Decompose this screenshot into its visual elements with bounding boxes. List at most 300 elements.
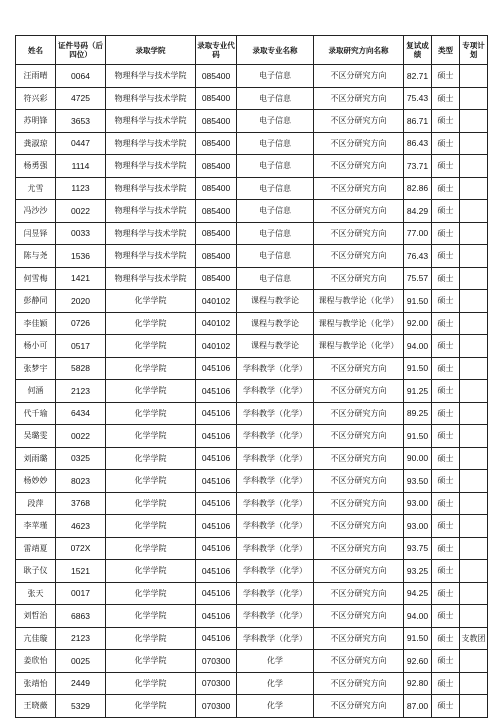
- name-cell: 龚淑琼: [16, 132, 56, 155]
- major-name-cell: 学科教学（化学）: [237, 447, 314, 470]
- score-cell: 94.00: [404, 335, 432, 358]
- type-cell: 硕士: [432, 627, 460, 650]
- id-cell: 8023: [56, 470, 106, 493]
- score-cell: 87.00: [404, 695, 432, 718]
- type-cell: 硕士: [432, 177, 460, 200]
- major-name-cell: 电子信息: [237, 267, 314, 290]
- name-cell: 杨小可: [16, 335, 56, 358]
- score-cell: 91.25: [404, 380, 432, 403]
- major-code-cell: 045106: [196, 627, 237, 650]
- major-name-cell: 学科教学（化学）: [237, 515, 314, 538]
- college-cell: 物理科学与技术学院: [106, 155, 196, 178]
- name-cell: 吴璐雯: [16, 425, 56, 448]
- table-row: [16, 290, 488, 313]
- major-name-cell: 学科教学（化学）: [237, 605, 314, 628]
- name-cell: 段萍: [16, 492, 56, 515]
- id-cell: 0064: [56, 65, 106, 88]
- id-cell: 0017: [56, 582, 106, 605]
- college-cell: 物理科学与技术学院: [106, 65, 196, 88]
- table-row: [16, 155, 488, 178]
- id-cell: 1521: [56, 560, 106, 583]
- direction-cell: 不区分研究方向: [314, 627, 404, 650]
- score-cell: 92.00: [404, 312, 432, 335]
- college-cell: 物理科学与技术学院: [106, 267, 196, 290]
- major-name-cell: 学科教学（化学）: [237, 582, 314, 605]
- major-code-cell: 045106: [196, 380, 237, 403]
- major-code-cell: 045106: [196, 402, 237, 425]
- major-name-cell: 电子信息: [237, 200, 314, 223]
- id-cell: 6434: [56, 402, 106, 425]
- college-cell: 化学学院: [106, 627, 196, 650]
- id-cell: 0022: [56, 200, 106, 223]
- major-name-cell: 课程与教学论: [237, 335, 314, 358]
- college-cell: 物理科学与技术学院: [106, 222, 196, 245]
- header-row: [16, 36, 488, 65]
- table-row: [16, 402, 488, 425]
- major-name-cell: 学科教学（化学）: [237, 627, 314, 650]
- direction-cell: 不区分研究方向: [314, 425, 404, 448]
- type-cell: 硕士: [432, 672, 460, 695]
- name-cell: 符兴彩: [16, 87, 56, 110]
- major-code-cell: 045106: [196, 605, 237, 628]
- table-row: [16, 110, 488, 133]
- direction-cell: 不区分研究方向: [314, 537, 404, 560]
- college-cell: 化学学院: [106, 357, 196, 380]
- college-cell: 物理科学与技术学院: [106, 110, 196, 133]
- score-cell: 86.71: [404, 110, 432, 133]
- id-cell: 2123: [56, 627, 106, 650]
- table-row: [16, 447, 488, 470]
- type-cell: 硕士: [432, 425, 460, 448]
- direction-cell: 不区分研究方向: [314, 65, 404, 88]
- major-name-cell: 学科教学（化学）: [237, 560, 314, 583]
- type-cell: 硕士: [432, 582, 460, 605]
- major-name-cell: 化学: [237, 672, 314, 695]
- id-cell: 072X: [56, 537, 106, 560]
- id-cell: 0447: [56, 132, 106, 155]
- admission-table: [15, 35, 488, 718]
- special-plan-cell: [460, 222, 488, 245]
- special-plan-cell: [460, 605, 488, 628]
- type-cell: 硕士: [432, 537, 460, 560]
- header-major-name: 录取专业名称: [237, 36, 314, 65]
- id-cell: 4623: [56, 515, 106, 538]
- table-row: [16, 627, 488, 650]
- major-code-cell: 085400: [196, 222, 237, 245]
- major-name-cell: 电子信息: [237, 87, 314, 110]
- score-cell: 94.00: [404, 605, 432, 628]
- college-cell: 化学学院: [106, 560, 196, 583]
- type-cell: 硕士: [432, 470, 460, 493]
- type-cell: 硕士: [432, 380, 460, 403]
- major-code-cell: 085400: [196, 245, 237, 268]
- direction-cell: 不区分研究方向: [314, 447, 404, 470]
- name-cell: 代千瑜: [16, 402, 56, 425]
- table-row: [16, 87, 488, 110]
- id-cell: 0726: [56, 312, 106, 335]
- special-plan-cell: [460, 87, 488, 110]
- college-cell: 物理科学与技术学院: [106, 177, 196, 200]
- id-cell: 1536: [56, 245, 106, 268]
- type-cell: 硕士: [432, 155, 460, 178]
- special-plan-cell: [460, 402, 488, 425]
- name-cell: 刘雨璐: [16, 447, 56, 470]
- score-cell: 82.71: [404, 65, 432, 88]
- table-row: [16, 650, 488, 673]
- major-name-cell: 电子信息: [237, 132, 314, 155]
- major-name-cell: 学科教学（化学）: [237, 380, 314, 403]
- direction-cell: 不区分研究方向: [314, 222, 404, 245]
- header-major-code: 录取专业代码: [196, 36, 237, 65]
- type-cell: 硕士: [432, 312, 460, 335]
- id-cell: 0325: [56, 447, 106, 470]
- name-cell: 耿子仪: [16, 560, 56, 583]
- major-code-cell: 070300: [196, 650, 237, 673]
- direction-cell: 不区分研究方向: [314, 380, 404, 403]
- name-cell: 何雪梅: [16, 267, 56, 290]
- major-name-cell: 学科教学（化学）: [237, 492, 314, 515]
- type-cell: 硕士: [432, 110, 460, 133]
- major-code-cell: 085400: [196, 110, 237, 133]
- header-retest-score: 复试成绩: [404, 36, 432, 65]
- id-cell: 6863: [56, 605, 106, 628]
- special-plan-cell: [460, 267, 488, 290]
- special-plan-cell: [460, 65, 488, 88]
- id-cell: 0033: [56, 222, 106, 245]
- id-cell: 5329: [56, 695, 106, 718]
- score-cell: 92.80: [404, 672, 432, 695]
- college-cell: 化学学院: [106, 402, 196, 425]
- score-cell: 86.43: [404, 132, 432, 155]
- name-cell: 张梦宇: [16, 357, 56, 380]
- major-name-cell: 学科教学（化学）: [237, 470, 314, 493]
- header-college: 录取学院: [106, 36, 196, 65]
- special-plan-cell: [460, 177, 488, 200]
- special-plan-cell: [460, 245, 488, 268]
- id-cell: 2123: [56, 380, 106, 403]
- score-cell: 92.60: [404, 650, 432, 673]
- direction-cell: 不区分研究方向: [314, 177, 404, 200]
- type-cell: 硕士: [432, 290, 460, 313]
- major-name-cell: 化学: [237, 695, 314, 718]
- direction-cell: 不区分研究方向: [314, 132, 404, 155]
- direction-cell: 不区分研究方向: [314, 87, 404, 110]
- name-cell: 李佳颖: [16, 312, 56, 335]
- direction-cell: 不区分研究方向: [314, 492, 404, 515]
- major-name-cell: 学科教学（化学）: [237, 402, 314, 425]
- college-cell: 化学学院: [106, 582, 196, 605]
- college-cell: 物理科学与技术学院: [106, 87, 196, 110]
- score-cell: 91.50: [404, 290, 432, 313]
- score-cell: 73.71: [404, 155, 432, 178]
- direction-cell: 课程与教学论（化学）: [314, 312, 404, 335]
- name-cell: 陈与尧: [16, 245, 56, 268]
- major-code-cell: 085400: [196, 155, 237, 178]
- major-code-cell: 045106: [196, 447, 237, 470]
- name-cell: 尤雪: [16, 177, 56, 200]
- name-cell: 苏明锋: [16, 110, 56, 133]
- table-row: [16, 357, 488, 380]
- major-code-cell: 085400: [196, 87, 237, 110]
- table-row: [16, 560, 488, 583]
- college-cell: 化学学院: [106, 380, 196, 403]
- major-name-cell: 化学: [237, 650, 314, 673]
- id-cell: 2020: [56, 290, 106, 313]
- type-cell: 硕士: [432, 695, 460, 718]
- header-research-direction: 录取研究方向名称: [314, 36, 404, 65]
- score-cell: 93.00: [404, 515, 432, 538]
- major-code-cell: 045106: [196, 515, 237, 538]
- major-code-cell: 070300: [196, 695, 237, 718]
- name-cell: 姜欣怡: [16, 650, 56, 673]
- special-plan-cell: [460, 537, 488, 560]
- major-name-cell: 学科教学（化学）: [237, 425, 314, 448]
- major-code-cell: 085400: [196, 267, 237, 290]
- table-row: [16, 470, 488, 493]
- table-row: [16, 177, 488, 200]
- id-cell: 3768: [56, 492, 106, 515]
- table-header: [16, 36, 488, 65]
- direction-cell: 不区分研究方向: [314, 267, 404, 290]
- score-cell: 75.57: [404, 267, 432, 290]
- special-plan-cell: [460, 380, 488, 403]
- direction-cell: 不区分研究方向: [314, 470, 404, 493]
- college-cell: 化学学院: [106, 605, 196, 628]
- special-plan-cell: [460, 672, 488, 695]
- header-id-last4: 证件号码（后四位）: [56, 36, 106, 65]
- college-cell: 物理科学与技术学院: [106, 132, 196, 155]
- direction-cell: 不区分研究方向: [314, 110, 404, 133]
- type-cell: 硕士: [432, 87, 460, 110]
- college-cell: 化学学院: [106, 537, 196, 560]
- table-row: [16, 425, 488, 448]
- name-cell: 汪雨晴: [16, 65, 56, 88]
- major-code-cell: 085400: [196, 65, 237, 88]
- table-row: [16, 515, 488, 538]
- direction-cell: 不区分研究方向: [314, 605, 404, 628]
- table-row: [16, 312, 488, 335]
- table-row: [16, 672, 488, 695]
- type-cell: 硕士: [432, 492, 460, 515]
- table-row: [16, 380, 488, 403]
- table-row: [16, 605, 488, 628]
- id-cell: 0022: [56, 425, 106, 448]
- major-name-cell: 电子信息: [237, 110, 314, 133]
- college-cell: 化学学院: [106, 672, 196, 695]
- special-plan-cell: [460, 132, 488, 155]
- name-cell: 雷靖夏: [16, 537, 56, 560]
- special-plan-cell: [460, 650, 488, 673]
- special-plan-cell: [460, 200, 488, 223]
- college-cell: 化学学院: [106, 335, 196, 358]
- header-special-plan: 专项计划: [460, 36, 488, 65]
- direction-cell: 不区分研究方向: [314, 672, 404, 695]
- table-row: [16, 335, 488, 358]
- major-code-cell: 085400: [196, 132, 237, 155]
- direction-cell: 课程与教学论（化学）: [314, 290, 404, 313]
- type-cell: 硕士: [432, 605, 460, 628]
- special-plan-cell: [460, 492, 488, 515]
- special-plan-cell: [460, 515, 488, 538]
- table-row: [16, 200, 488, 223]
- id-cell: 1114: [56, 155, 106, 178]
- college-cell: 化学学院: [106, 290, 196, 313]
- major-code-cell: 040102: [196, 312, 237, 335]
- major-code-cell: 085400: [196, 200, 237, 223]
- major-code-cell: 070300: [196, 672, 237, 695]
- college-cell: 物理科学与技术学院: [106, 245, 196, 268]
- special-plan-cell: [460, 582, 488, 605]
- name-cell: 刘哲治: [16, 605, 56, 628]
- name-cell: 彭静同: [16, 290, 56, 313]
- college-cell: 化学学院: [106, 695, 196, 718]
- id-cell: 1421: [56, 267, 106, 290]
- major-code-cell: 040102: [196, 335, 237, 358]
- type-cell: 硕士: [432, 560, 460, 583]
- score-cell: 75.43: [404, 87, 432, 110]
- score-cell: 77.00: [404, 222, 432, 245]
- id-cell: 4725: [56, 87, 106, 110]
- name-cell: 杨妙妙: [16, 470, 56, 493]
- type-cell: 硕士: [432, 402, 460, 425]
- score-cell: 90.00: [404, 447, 432, 470]
- name-cell: 闫昱铎: [16, 222, 56, 245]
- table-row: [16, 132, 488, 155]
- direction-cell: 不区分研究方向: [314, 650, 404, 673]
- direction-cell: 课程与教学论（化学）: [314, 335, 404, 358]
- college-cell: 物理科学与技术学院: [106, 200, 196, 223]
- name-cell: 张靖怡: [16, 672, 56, 695]
- table-row: [16, 492, 488, 515]
- major-name-cell: 电子信息: [237, 155, 314, 178]
- table-row: [16, 582, 488, 605]
- major-code-cell: 045106: [196, 357, 237, 380]
- direction-cell: 不区分研究方向: [314, 560, 404, 583]
- header-type: 类型: [432, 36, 460, 65]
- special-plan-cell: [460, 155, 488, 178]
- college-cell: 化学学院: [106, 447, 196, 470]
- major-code-cell: 045106: [196, 537, 237, 560]
- major-name-cell: 电子信息: [237, 177, 314, 200]
- name-cell: 张天: [16, 582, 56, 605]
- name-cell: 李苹瑾: [16, 515, 56, 538]
- type-cell: 硕士: [432, 335, 460, 358]
- major-code-cell: 045106: [196, 492, 237, 515]
- college-cell: 化学学院: [106, 650, 196, 673]
- name-cell: 何涵: [16, 380, 56, 403]
- special-plan-cell: [460, 335, 488, 358]
- special-plan-cell: [460, 312, 488, 335]
- type-cell: 硕士: [432, 515, 460, 538]
- name-cell: 冯沙沙: [16, 200, 56, 223]
- score-cell: 76.43: [404, 245, 432, 268]
- special-plan-cell: [460, 470, 488, 493]
- college-cell: 化学学院: [106, 470, 196, 493]
- score-cell: 91.50: [404, 425, 432, 448]
- college-cell: 化学学院: [106, 492, 196, 515]
- special-plan-cell: 支教团: [460, 627, 488, 650]
- type-cell: 硕士: [432, 200, 460, 223]
- direction-cell: 不区分研究方向: [314, 357, 404, 380]
- type-cell: 硕士: [432, 357, 460, 380]
- college-cell: 化学学院: [106, 312, 196, 335]
- major-code-cell: 040102: [196, 290, 237, 313]
- major-code-cell: 045106: [196, 582, 237, 605]
- direction-cell: 不区分研究方向: [314, 402, 404, 425]
- major-code-cell: 085400: [196, 177, 237, 200]
- type-cell: 硕士: [432, 65, 460, 88]
- major-name-cell: 课程与教学论: [237, 290, 314, 313]
- name-cell: 杨勇强: [16, 155, 56, 178]
- direction-cell: 不区分研究方向: [314, 582, 404, 605]
- major-code-cell: 045106: [196, 470, 237, 493]
- direction-cell: 不区分研究方向: [314, 695, 404, 718]
- direction-cell: 不区分研究方向: [314, 515, 404, 538]
- type-cell: 硕士: [432, 650, 460, 673]
- special-plan-cell: [460, 357, 488, 380]
- major-name-cell: 课程与教学论: [237, 312, 314, 335]
- score-cell: 93.00: [404, 492, 432, 515]
- type-cell: 硕士: [432, 267, 460, 290]
- special-plan-cell: [460, 425, 488, 448]
- direction-cell: 不区分研究方向: [314, 245, 404, 268]
- major-name-cell: 电子信息: [237, 65, 314, 88]
- table-row: [16, 222, 488, 245]
- table-body: [16, 65, 488, 718]
- major-code-cell: 045106: [196, 425, 237, 448]
- major-name-cell: 学科教学（化学）: [237, 537, 314, 560]
- name-cell: 王晓薇: [16, 695, 56, 718]
- type-cell: 硕士: [432, 245, 460, 268]
- id-cell: 5828: [56, 357, 106, 380]
- major-name-cell: 电子信息: [237, 245, 314, 268]
- score-cell: 91.50: [404, 357, 432, 380]
- college-cell: 化学学院: [106, 515, 196, 538]
- special-plan-cell: [460, 110, 488, 133]
- score-cell: 89.25: [404, 402, 432, 425]
- direction-cell: 不区分研究方向: [314, 155, 404, 178]
- score-cell: 91.50: [404, 627, 432, 650]
- score-cell: 82.86: [404, 177, 432, 200]
- table-row: [16, 65, 488, 88]
- major-name-cell: 学科教学（化学）: [237, 357, 314, 380]
- id-cell: 0517: [56, 335, 106, 358]
- table-row: [16, 537, 488, 560]
- id-cell: 3653: [56, 110, 106, 133]
- id-cell: 0025: [56, 650, 106, 673]
- score-cell: 93.25: [404, 560, 432, 583]
- special-plan-cell: [460, 290, 488, 313]
- type-cell: 硕士: [432, 222, 460, 245]
- type-cell: 硕士: [432, 132, 460, 155]
- id-cell: 2449: [56, 672, 106, 695]
- header-name: 姓名: [16, 36, 56, 65]
- score-cell: 84.29: [404, 200, 432, 223]
- type-cell: 硕士: [432, 447, 460, 470]
- major-code-cell: 045106: [196, 560, 237, 583]
- score-cell: 93.75: [404, 537, 432, 560]
- score-cell: 93.50: [404, 470, 432, 493]
- name-cell: 亢佳璇: [16, 627, 56, 650]
- id-cell: 1123: [56, 177, 106, 200]
- college-cell: 化学学院: [106, 425, 196, 448]
- direction-cell: 不区分研究方向: [314, 200, 404, 223]
- major-name-cell: 电子信息: [237, 222, 314, 245]
- table-row: [16, 267, 488, 290]
- score-cell: 94.25: [404, 582, 432, 605]
- table-row: [16, 245, 488, 268]
- special-plan-cell: [460, 447, 488, 470]
